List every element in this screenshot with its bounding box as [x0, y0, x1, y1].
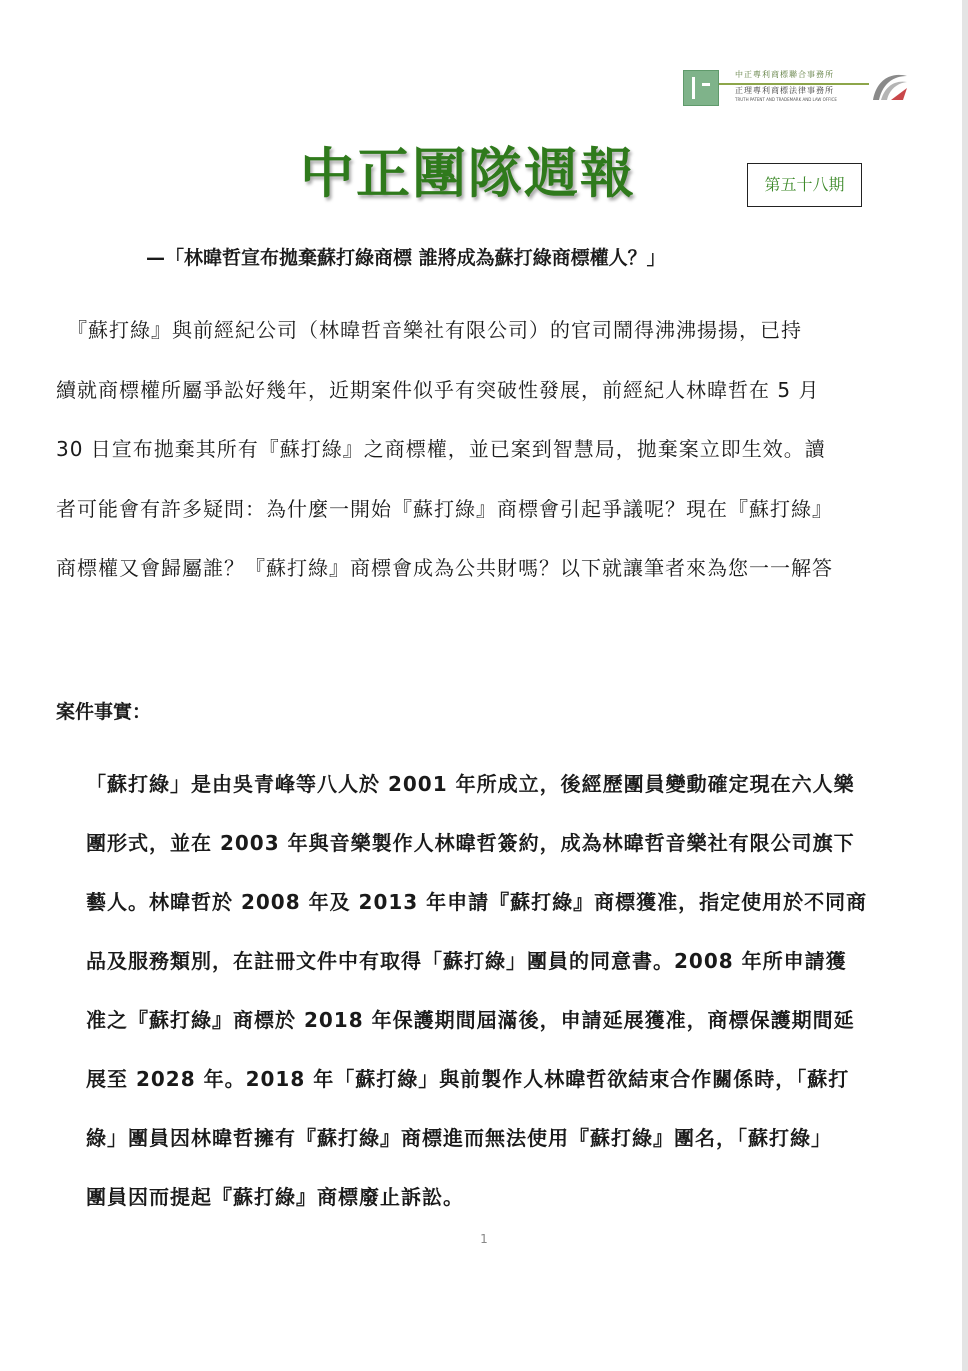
intro-line: 者可能會有許多疑問：為什麼一開始『蘇打綠』商標會引起爭議呢？現在『蘇打綠』 [56, 496, 833, 521]
facts-line: 綠」團員因林暐哲擁有『蘇打綠』商標進而無法使用『蘇打綠』團名，「蘇打綠」 [86, 1126, 832, 1150]
logo-firm-name-english: TRUTH PATENT AND TRADEMARK AND LAW OFFICE [735, 97, 837, 102]
article-subtitle: —「林暐哲宣布拋棄蘇打綠商標 誰將成為蘇打綠商標權人？」 [146, 247, 666, 269]
facts-line: 品及服務類別，在註冊文件中有取得「蘇打綠」團員的同意書。2008 年所申請獲 [86, 949, 847, 973]
newsletter-title: 中正團隊週報 [300, 142, 636, 205]
logo-swoosh-icon [869, 70, 909, 104]
logo-firm-name-2: 正理專利商標法律事務所 [735, 86, 834, 95]
logo-mark-icon [683, 70, 719, 106]
intro-line: 『蘇打綠』與前經紀公司（林暐哲音樂社有限公司）的官司鬧得沸沸揚揚，已持 [56, 318, 802, 342]
logo-rule [719, 83, 869, 85]
facts-line: 准之『蘇打綠』商標於 2018 年保護期間屆滿後，申請延展獲准，商標保護期間延 [86, 1008, 855, 1032]
case-facts-heading: 案件事實： [56, 701, 152, 723]
facts-line: 展至 2028 年。2018 年「蘇打綠」與前製作人林暐哲欲結束合作關係時，「蘇打 [86, 1067, 850, 1091]
intro-line: 續就商標權所屬爭訟好幾年，近期案件似乎有突破性發展，前經紀人林暐哲在 5 月 [56, 377, 820, 402]
intro-line: 商標權又會歸屬誰？『蘇打綠』商標會成為公共財嗎？以下就讓筆者來為您一一解答 [56, 556, 833, 580]
facts-line: 藝人。林暐哲於 2008 年及 2013 年申請『蘇打綠』商標獲准，指定使用於不同商 [86, 890, 868, 914]
issue-number-badge: 第五十八期 [747, 163, 862, 207]
facts-line: 團形式，並在 2003 年與音樂製作人林暐哲簽約，成為林暐哲音樂社有限公司旗下 [86, 831, 855, 855]
facts-line: 「蘇打綠」是由吳青峰等八人於 2001 年所成立，後經歷團員變動確定現在六人樂 [86, 772, 855, 796]
intro-paragraph [56, 310, 910, 608]
logo-firm-name-1: 中正專利商標聯合事務所 [735, 70, 834, 79]
page-edge [962, 0, 968, 1371]
page-number: 1 [480, 1232, 488, 1246]
firm-logo [683, 70, 909, 106]
case-facts-paragraph [86, 765, 912, 1237]
intro-line: 30 日宣布拋棄其所有『蘇打綠』之商標權，並已案到智慧局，拋棄案立即生效。讀 [56, 437, 826, 461]
facts-line: 團員因而提起『蘇打綠』商標廢止訴訟。 [86, 1185, 464, 1209]
